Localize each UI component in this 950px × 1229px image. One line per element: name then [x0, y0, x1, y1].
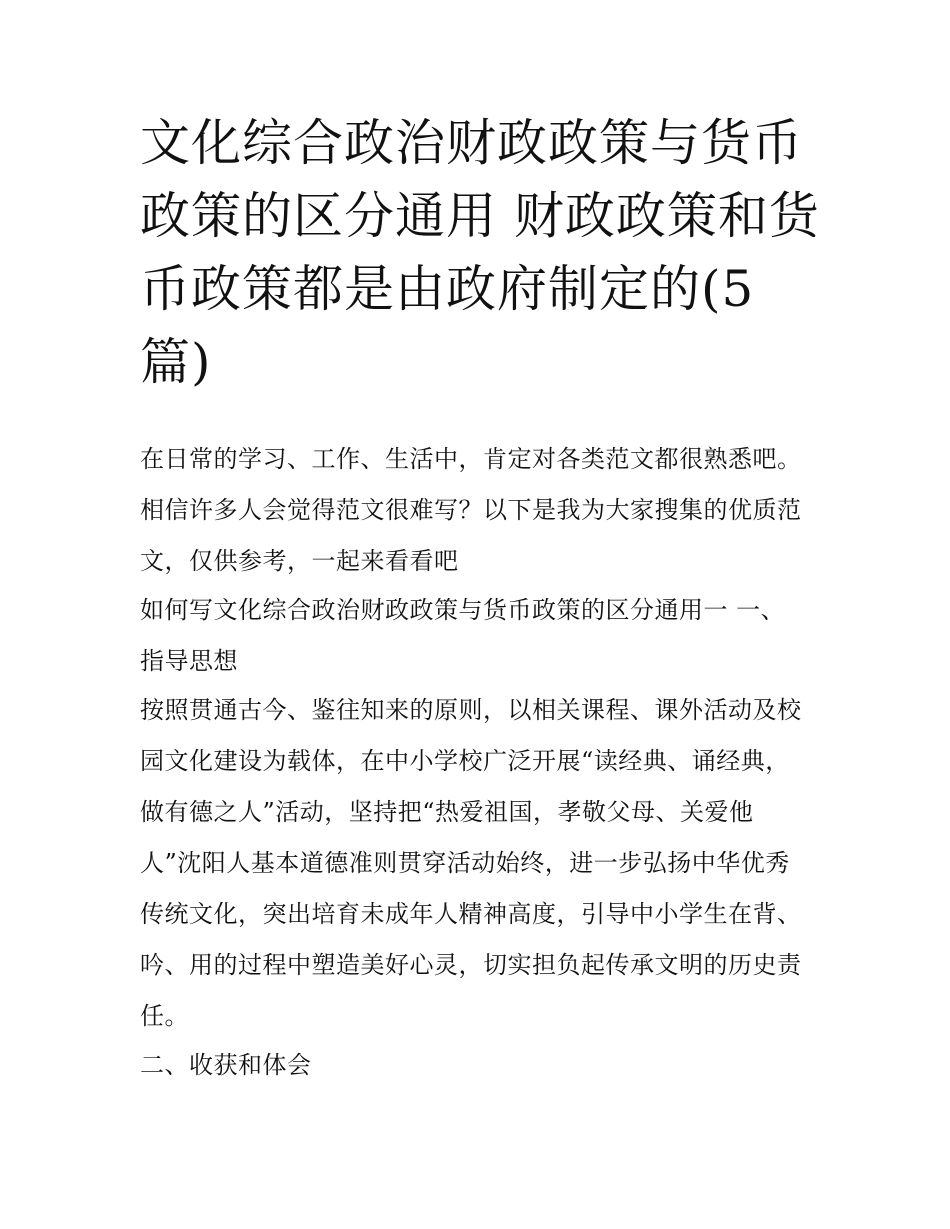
text-line: 做有德之人”活动，坚持把“热爱祖国，孝敬父母、关爱他: [140, 798, 754, 826]
section-heading-2: 二、收获和体会: [140, 1051, 312, 1079]
document-body: [140, 434, 830, 1091]
section-heading-1: [140, 585, 830, 685]
intro-paragraph: [140, 434, 830, 585]
title-line-1: 文化综合政治财政政策与货币: [140, 114, 803, 172]
text-line: 文，仅供参考，一起来看看吧: [140, 547, 459, 575]
body-paragraph-1: [140, 685, 830, 1040]
title-line-2: 政策的区分通用 财政政策和货: [140, 187, 820, 245]
text-line: 如何写文化综合政治财政政策与货币政策的区分通用一 一、: [140, 596, 786, 624]
title-line-4: 篇): [140, 333, 212, 391]
text-line: 吟、用的过程中塑造美好心灵，切实担负起传承文明的历史责: [140, 951, 802, 979]
document-title: [140, 114, 820, 410]
text-line: 园文化建设为载体，在中小学校广泛开展“读经典、诵经典，: [140, 747, 790, 775]
text-line: 人”沈阳人基本道德准则贯穿活动始终，进一步弘扬中华优秀: [140, 849, 790, 877]
text-line: 在日常的学习、工作、生活中，肯定对各类范文都很熟悉吧。: [140, 445, 802, 473]
text-line: 相信许多人会觉得范文很难写？以下是我为大家搜集的优质范: [140, 496, 802, 524]
text-line: 按照贯通古今、鉴往知来的原则，以相关课程、课外活动及校: [140, 696, 802, 724]
text-line: 指导思想: [140, 647, 238, 675]
text-line: 任。: [140, 1002, 189, 1030]
text-line: 传统文化，突出培育未成年人精神高度，引导中小学生在背、: [140, 900, 802, 928]
title-line-3: 币政策都是由政府制定的(5: [140, 260, 755, 318]
